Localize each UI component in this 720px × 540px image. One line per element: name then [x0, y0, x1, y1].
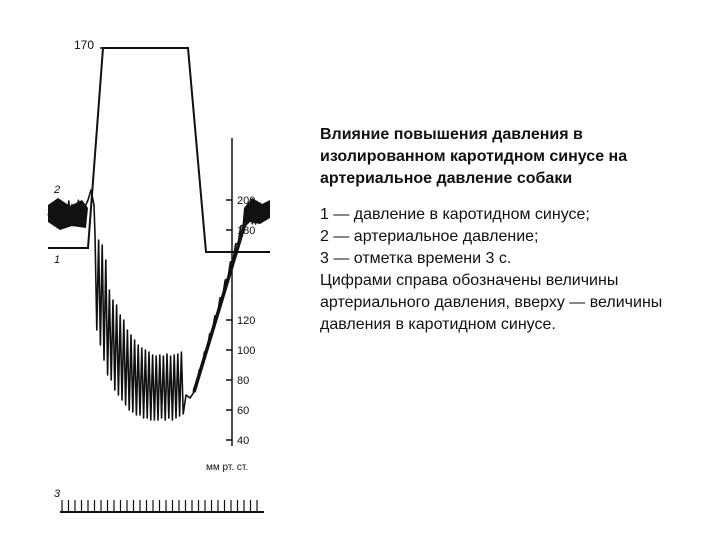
trace-label-carotid: 1 [54, 254, 61, 266]
bp-tick-label: 80 [237, 375, 250, 387]
bp-scale-unit: мм рт. ст. [206, 462, 249, 473]
arterial-recovery-line [194, 220, 246, 392]
figure-caption [320, 124, 700, 336]
caption-legend [320, 204, 700, 336]
legend-line-2: 2 — артериальное давление; [320, 228, 539, 245]
legend-line-4: Цифрами справа обозначены величины артериального давления, вверху — величины давления в каротидном синусе. [320, 272, 663, 333]
trace-label-time: 3 [54, 488, 61, 500]
carotid-top-value: 170 [74, 38, 95, 52]
bp-tick-label: 200 [237, 195, 256, 207]
bp-tick-label: 100 [237, 345, 256, 357]
caption-title: Влияние повышения давления в изолированном каротидном синусе на артериальное давление собаки [320, 126, 628, 187]
legend-line-3: 3 — отметка времени 3 с. [320, 250, 512, 267]
trace-label-arterial: 2 [54, 184, 61, 196]
bp-scale [206, 138, 255, 473]
bp-tick-label: 180 [237, 225, 256, 237]
legend-line-1: 1 — давление в каротидном синусе; [320, 206, 590, 223]
time-marker [60, 500, 264, 512]
bp-tick-label: 120 [237, 315, 256, 327]
bp-tick-label: 60 [237, 405, 250, 417]
bp-tick-label: 40 [237, 435, 250, 447]
